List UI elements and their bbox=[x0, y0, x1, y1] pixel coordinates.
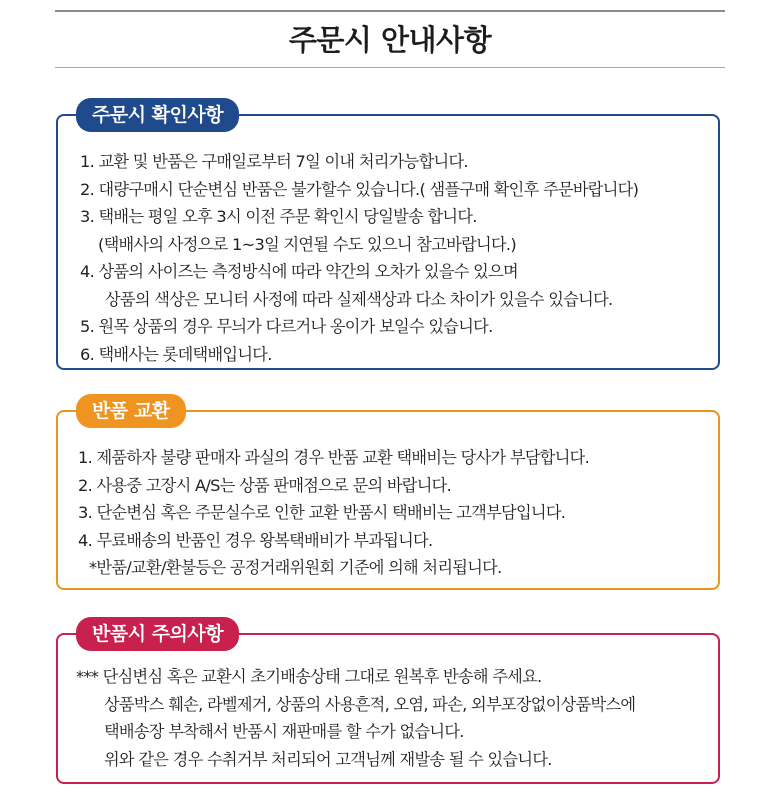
list-item: 6. 택배사는 롯데택배입니다. bbox=[80, 344, 272, 364]
list-item: 4. 상품의 사이즈는 측정방식에 따라 약간의 오차가 있을수 있으며 bbox=[80, 262, 518, 281]
list-item: 2. 사용중 고장시 A/S는 상품 판매점으로 문의 바랍니다. bbox=[78, 475, 452, 495]
section-badge: 주문시 확인사항 bbox=[76, 98, 239, 132]
order-check-section bbox=[56, 104, 720, 370]
title-divider bbox=[55, 67, 725, 68]
return-caution-section bbox=[56, 623, 720, 784]
list-item: (택배사의 사정으로 1~3일 지연될 수도 있으니 참고바랍니다.) bbox=[98, 234, 516, 254]
list-item: 3. 택배는 평일 오후 3시 이전 주문 확인시 당일발송 합니다. bbox=[80, 207, 477, 226]
list-item: 1. 교환 및 반품은 구매일로부터 7일 이내 처리가능합니다. bbox=[80, 152, 468, 171]
section-badge: 반품 교환 bbox=[76, 394, 186, 428]
list-item: *반품/교환/환불등은 공정거래위원회 기준에 의해 처리됩니다. bbox=[89, 558, 502, 577]
list-item: 3. 단순변심 혹은 주문실수로 인한 교환 반품시 택배비는 고객부담입니다. bbox=[78, 503, 566, 522]
return-caution-list bbox=[58, 663, 718, 773]
section-badge: 반품시 주의사항 bbox=[76, 617, 239, 651]
list-item: 상품의 색상은 모니터 사정에 따라 실제색상과 다소 차이가 있을수 있습니다. bbox=[105, 289, 613, 309]
list-item: 택배송장 부착해서 반품시 재판매를 할 수가 없습니다. bbox=[104, 722, 464, 741]
list-item: 1. 제품하자 불량 판매자 과실의 경우 반품 교환 택배비는 당사가 부담합니다. bbox=[78, 448, 590, 467]
list-item: 2. 대량구매시 단순변심 반품은 불가할수 있습니다.( 샘플구매 확인후 주문바랍니다) bbox=[80, 179, 639, 199]
top-divider bbox=[55, 10, 725, 12]
return-exchange-list bbox=[58, 444, 718, 582]
list-item: 5. 원목 상품의 경우 무늬가 다르거나 옹이가 보일수 있습니다. bbox=[80, 317, 493, 336]
page-title: 주문시 안내사항 bbox=[288, 23, 492, 57]
order-check-list bbox=[58, 148, 718, 368]
list-item: *** 단심변심 혹은 교환시 초기배송상태 그대로 원복후 반송해 주세요. bbox=[76, 667, 542, 686]
list-item: 4. 무료배송의 반품인 경우 왕복택배비가 부과됩니다. bbox=[78, 530, 433, 550]
list-item: 상품박스 훼손, 라벨제거, 상품의 사용흔적, 오염, 파손, 외부포장없이상품박스에 bbox=[104, 694, 636, 714]
return-exchange-section bbox=[56, 400, 720, 590]
list-item: 위와 같은 경우 수취거부 처리되어 고객님께 재발송 될 수 있습니다. bbox=[104, 749, 552, 769]
